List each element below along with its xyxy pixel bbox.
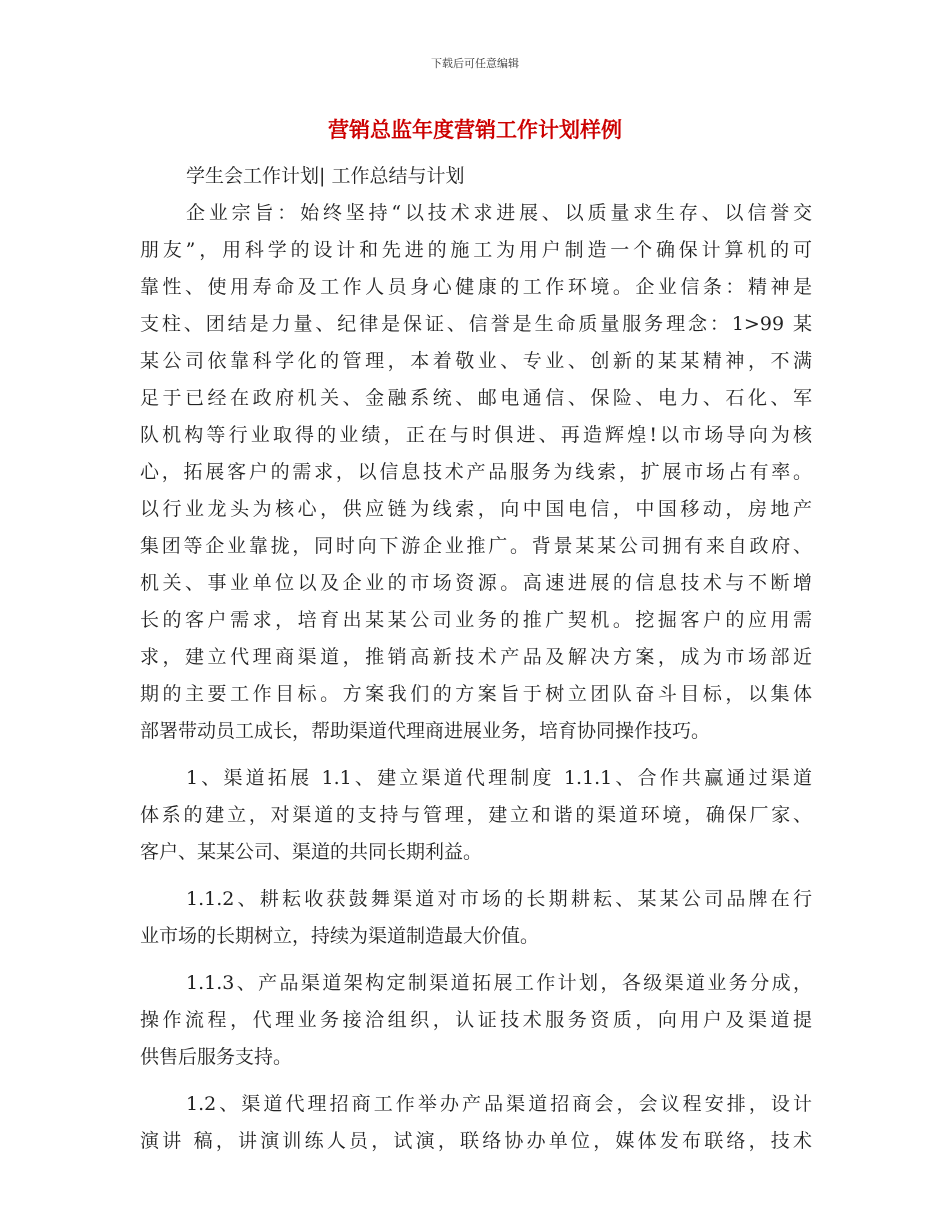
- body-line: 演讲 稿，讲演训练人员，试演，联络协办单位，媒体发布联络，技术: [140, 1130, 812, 1152]
- body-line: 机关、事业单位以及企业的市场资源。高速进展的信息技术与不断增: [140, 572, 812, 594]
- body-line: 心，拓展客户的需求，以信息技术产品服务为线索，扩展市场占有率。: [140, 461, 812, 483]
- document-body: [140, 158, 812, 1160]
- body-line: 足于已经在政府机关、金融系统、邮电通信、保险、电力、石化、军: [140, 387, 812, 409]
- body-line: 集团等企业靠拢，同时向下游企业推广。背景某某公司拥有来自政府、: [140, 535, 812, 557]
- body-line: 求，建立代理商渠道，推销高新技术产品及解决方案，成为市场部近: [140, 646, 812, 668]
- body-line: 长的客户需求，培育出某某公司业务的推广契机。挖掘客户的应用需: [140, 609, 812, 631]
- body-line: 靠性、使用寿命及工作人员身心健康的工作环境。企业信条：精神是: [140, 276, 812, 298]
- body-line: 业市场的长期树立，持续为渠道制造最大价值。: [140, 925, 540, 947]
- body-line: 操作流程，代理业务接洽组织，认证技术服务资质，向用户及渠道提: [140, 1009, 812, 1031]
- body-line: 期的主要工作目标。方案我们的方案旨于树立团队奋斗目标，以集体: [140, 683, 812, 705]
- body-line: 1.2、渠道代理招商工作举办产品渠道招商会，会议程安排，设计: [186, 1093, 812, 1115]
- body-line: 1.1.3、产品渠道架构定制渠道拓展工作计划，各级渠道业务分成，: [186, 972, 812, 994]
- body-line: 学生会工作计划| 工作总结与计划: [186, 165, 465, 187]
- page-header-note: 下载后可任意编辑: [431, 57, 519, 70]
- body-line: 支柱、团结是力量、纪律是保证、信誉是生命质量服务理念：1>99 某: [140, 313, 812, 335]
- body-line: 1、渠道拓展 1.1、建立渠道代理制度 1.1.1、合作共赢通过渠道: [186, 767, 812, 789]
- body-line: 客户、某某公司、渠道的共同长期利益。: [140, 841, 483, 863]
- body-line: 以行业龙头为核心，供应链为线索，向中国电信，中国移动，房地产: [140, 498, 812, 520]
- body-line: 部署带动员工成长，帮助渠道代理商进展业务，培育协同操作技巧。: [140, 720, 711, 742]
- body-line: 企业宗旨：始终坚持“以技术求进展、以质量求生存、以信誉交: [186, 202, 812, 224]
- body-line: 某公司依靠科学化的管理，本着敬业、专业、创新的某某精神，不满: [140, 350, 812, 372]
- body-line: 朋友”，用科学的设计和先进的施工为用户制造一个确保计算机的可: [140, 239, 812, 261]
- body-line: 体系的建立，对渠道的支持与管理，建立和谐的渠道环境，确保厂家、: [140, 804, 812, 826]
- body-line: 1.1.2、耕耘收获鼓舞渠道对市场的长期耕耘、某某公司品牌在行: [186, 888, 812, 910]
- body-line: 供售后服务支持。: [140, 1046, 293, 1068]
- body-line: 队机构等行业取得的业绩，正在与时俱进、再造辉煌!以市场导向为核: [140, 424, 812, 446]
- document-title: 营销总监年度营销工作计划样例: [328, 118, 622, 142]
